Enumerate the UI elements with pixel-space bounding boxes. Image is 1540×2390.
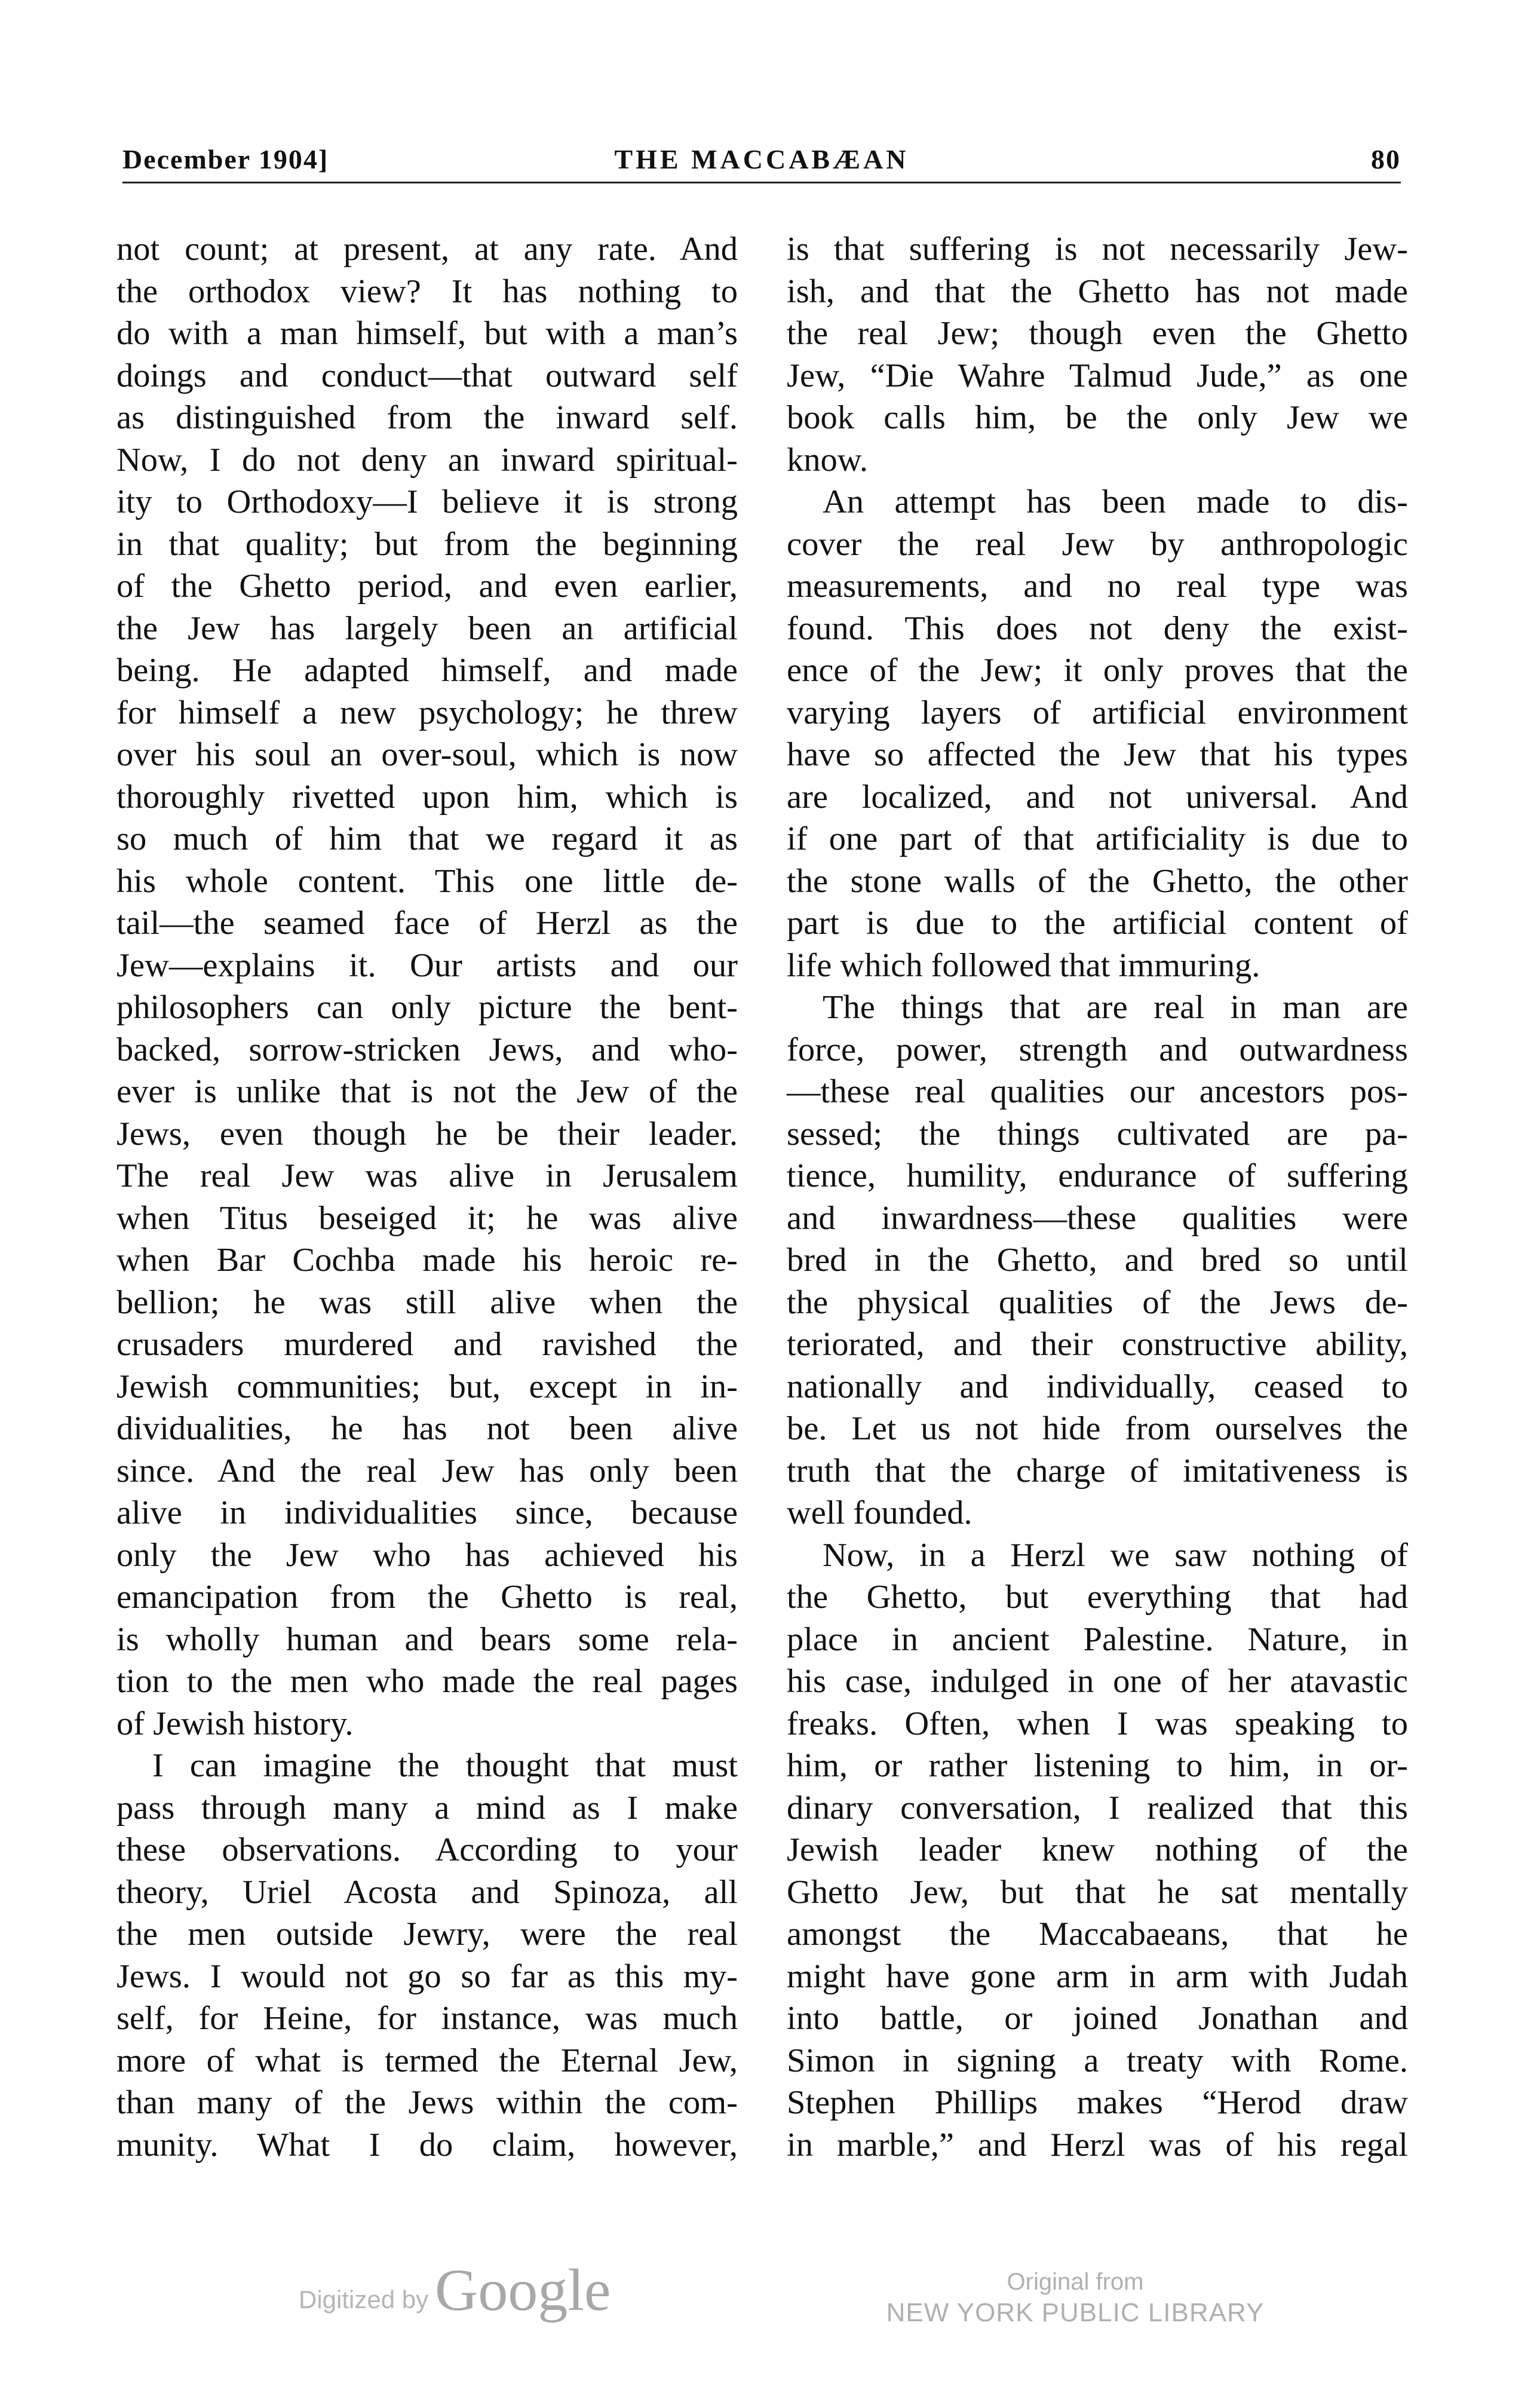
right-text-column — [787, 228, 1408, 2166]
text-line: might have gone arm in arm with Judah — [787, 1957, 1408, 1995]
text-line: ever is unlike that is not the Jew of the — [116, 1073, 738, 1110]
text-line: force, power, strength and outwardness — [787, 1031, 1408, 1068]
text-line: the orthodox view? It has nothing to — [116, 272, 738, 310]
text-line: into battle, or joined Jonathan and — [787, 2000, 1408, 2037]
header-date: December 1904] — [122, 144, 329, 174]
text-line: if one part of that artificiality is due to — [787, 820, 1408, 857]
text-line: him, or rather listening to him, in or- — [787, 1747, 1408, 1784]
text-line: The real Jew was alive in Jerusalem — [116, 1157, 738, 1194]
text-line: Jewish communities; but, except in in- — [116, 1368, 738, 1405]
text-line: tail—the seamed face of Herzl as the — [116, 905, 738, 942]
text-line: Jewish leader knew nothing of the — [787, 1831, 1408, 1868]
text-line: in that quality; but from the beginning — [116, 525, 738, 563]
google-logo: Google — [435, 2257, 611, 2323]
text-line: only the Jew who has achieved his — [116, 1536, 738, 1574]
text-line: philosophers can only picture the bent- — [116, 989, 738, 1026]
text-line: teriorated, and their constructive ability, — [787, 1326, 1408, 1363]
left-text-column — [116, 228, 738, 2166]
text-line: have so affected the Jew that his types — [787, 736, 1408, 773]
text-line: be. Let us not hide from ourselves the — [787, 1410, 1408, 1447]
text-line: place in ancient Palestine. Nature, in — [787, 1620, 1408, 1658]
text-line: are localized, and not universal. And — [787, 778, 1408, 816]
text-line: bred in the Ghetto, and bred so until — [787, 1242, 1408, 1279]
text-line: amongst the Maccabaeans, that he — [787, 1916, 1408, 1953]
text-line: freaks. Often, when I was speaking to — [787, 1705, 1408, 1742]
text-line: since. And the real Jew has only been — [116, 1452, 738, 1490]
text-line: for himself a new psychology; he threw — [116, 694, 738, 731]
text-line: The things that are real in man are — [823, 989, 1408, 1026]
text-line: do with a man himself, but with a man’s — [116, 315, 738, 352]
text-line: being. He adapted himself, and made — [116, 652, 738, 689]
text-line: his whole content. This one little de- — [116, 862, 738, 900]
text-line: the physical qualities of the Jews de- — [787, 1283, 1408, 1321]
text-line: the Ghetto, but everything that had — [787, 1579, 1408, 1616]
text-line: varying layers of artificial environment — [787, 694, 1408, 731]
text-line: his case, indulged in one of her atavastic — [787, 1663, 1408, 1700]
text-line: the men outside Jewry, were the real — [116, 1916, 738, 1953]
text-line: An attempt has been made to dis- — [823, 483, 1408, 520]
text-line: sessed; the things cultivated are pa- — [787, 1115, 1408, 1153]
text-line: of the Ghetto period, and even earlier, — [116, 568, 738, 605]
text-line: when Bar Cochba made his heroic re- — [116, 1242, 738, 1279]
text-line: crusaders murdered and ravished the — [116, 1326, 738, 1363]
text-line: is wholly human and bears some rela- — [116, 1620, 738, 1658]
text-line: more of what is termed the Eternal Jew, — [116, 2042, 738, 2079]
text-line: not count; at present, at any rate. And — [116, 231, 738, 268]
text-line: Ghetto Jew, but that he sat mentally — [787, 1873, 1408, 1911]
text-line: Stephen Phillips makes “Herod draw — [787, 2084, 1408, 2121]
text-line: Jew—explains it. Our artists and our — [116, 946, 738, 984]
text-line: these observations. According to your — [116, 1831, 738, 1868]
text-line: truth that the charge of imitativeness is — [787, 1452, 1408, 1490]
text-line: and inwardness—these qualities were — [787, 1199, 1408, 1237]
digitized-by-text: Digitized by — [299, 2285, 429, 2314]
text-line: thoroughly rivetted upon him, which is — [116, 778, 738, 816]
text-line: ish, and that the Ghetto has not made — [787, 272, 1408, 310]
page-number: 80 — [1371, 144, 1401, 174]
text-line: Now, I do not deny an inward spiritual- — [116, 441, 738, 479]
text-line: ence of the Jew; it only proves that the — [787, 652, 1408, 689]
text-line: I can imagine the thought that must — [152, 1747, 738, 1784]
text-line: backed, sorrow-stricken Jews, and who- — [116, 1031, 738, 1068]
text-line: as distinguished from the inward self. — [116, 399, 738, 436]
text-line: nationally and individually, ceased to — [787, 1368, 1408, 1405]
library-name: NEW YORK PUBLIC LIBRARY — [886, 2298, 1265, 2327]
text-line: Jews. I would not go so far as this my- — [116, 1957, 738, 1995]
text-line: the stone walls of the Ghetto, the other — [787, 862, 1408, 900]
text-line: so much of him that we regard it as — [116, 820, 738, 857]
text-line: theory, Uriel Acosta and Spinoza, all — [116, 1873, 738, 1911]
text-line: Simon in signing a treaty with Rome. — [787, 2042, 1408, 2079]
text-line: emancipation from the Ghetto is real, — [116, 1579, 738, 1616]
text-line: book calls him, be the only Jew we — [787, 399, 1408, 436]
text-line: self, for Heine, for instance, was much — [116, 2000, 738, 2037]
text-line: Jews, even though he be their leader. — [116, 1115, 738, 1153]
text-line: dinary conversation, I realized that this — [787, 1789, 1408, 1827]
text-line: bellion; he was still alive when the — [116, 1283, 738, 1321]
text-line: the real Jew; though even the Ghetto — [787, 315, 1408, 352]
text-line: in marble,” and Herzl was of his regal — [787, 2126, 1408, 2164]
text-line: pass through many a mind as I make — [116, 1789, 738, 1827]
text-line: know. — [787, 441, 869, 479]
running-header — [122, 136, 1401, 178]
text-line: is that suffering is not necessarily Jew- — [787, 231, 1408, 268]
text-line: than many of the Jews within the com- — [116, 2084, 738, 2121]
text-line: life which followed that immuring. — [787, 946, 1260, 984]
text-line: found. This does not deny the exist- — [787, 609, 1408, 647]
library-attribution — [884, 2268, 1266, 2330]
text-line: ity to Orthodoxy—I believe it is strong — [116, 483, 738, 520]
text-line: alive in individualities since, because — [116, 1494, 738, 1531]
text-line: tience, humility, endurance of suffering — [787, 1157, 1408, 1194]
text-line: munity. What I do claim, however, — [116, 2126, 738, 2164]
text-line: Jew, “Die Wahre Talmud Jude,” as one — [787, 357, 1408, 394]
text-line: over his soul an over-soul, which is now — [116, 736, 738, 773]
text-line: part is due to the artificial content of — [787, 905, 1408, 942]
journal-title: THE MACCABÆAN — [614, 144, 909, 174]
text-line: the Jew has largely been an artificial — [116, 609, 738, 647]
text-line: of Jewish history. — [116, 1705, 354, 1742]
header-rule — [122, 182, 1401, 183]
original-from-text: Original from — [1007, 2269, 1144, 2295]
text-line: measurements, and no real type was — [787, 568, 1408, 605]
text-line: —these real qualities our ancestors pos- — [787, 1073, 1408, 1110]
text-line: tion to the men who made the real pages — [116, 1663, 738, 1700]
text-line: dividualities, he has not been alive — [116, 1410, 738, 1447]
text-line: when Titus beseiged it; he was alive — [116, 1199, 738, 1237]
text-line: doings and conduct—that outward self — [116, 357, 738, 394]
text-line: cover the real Jew by anthropologic — [787, 525, 1408, 563]
text-line: Now, in a Herzl we saw nothing of — [823, 1536, 1408, 1574]
text-line: well founded. — [787, 1494, 973, 1531]
